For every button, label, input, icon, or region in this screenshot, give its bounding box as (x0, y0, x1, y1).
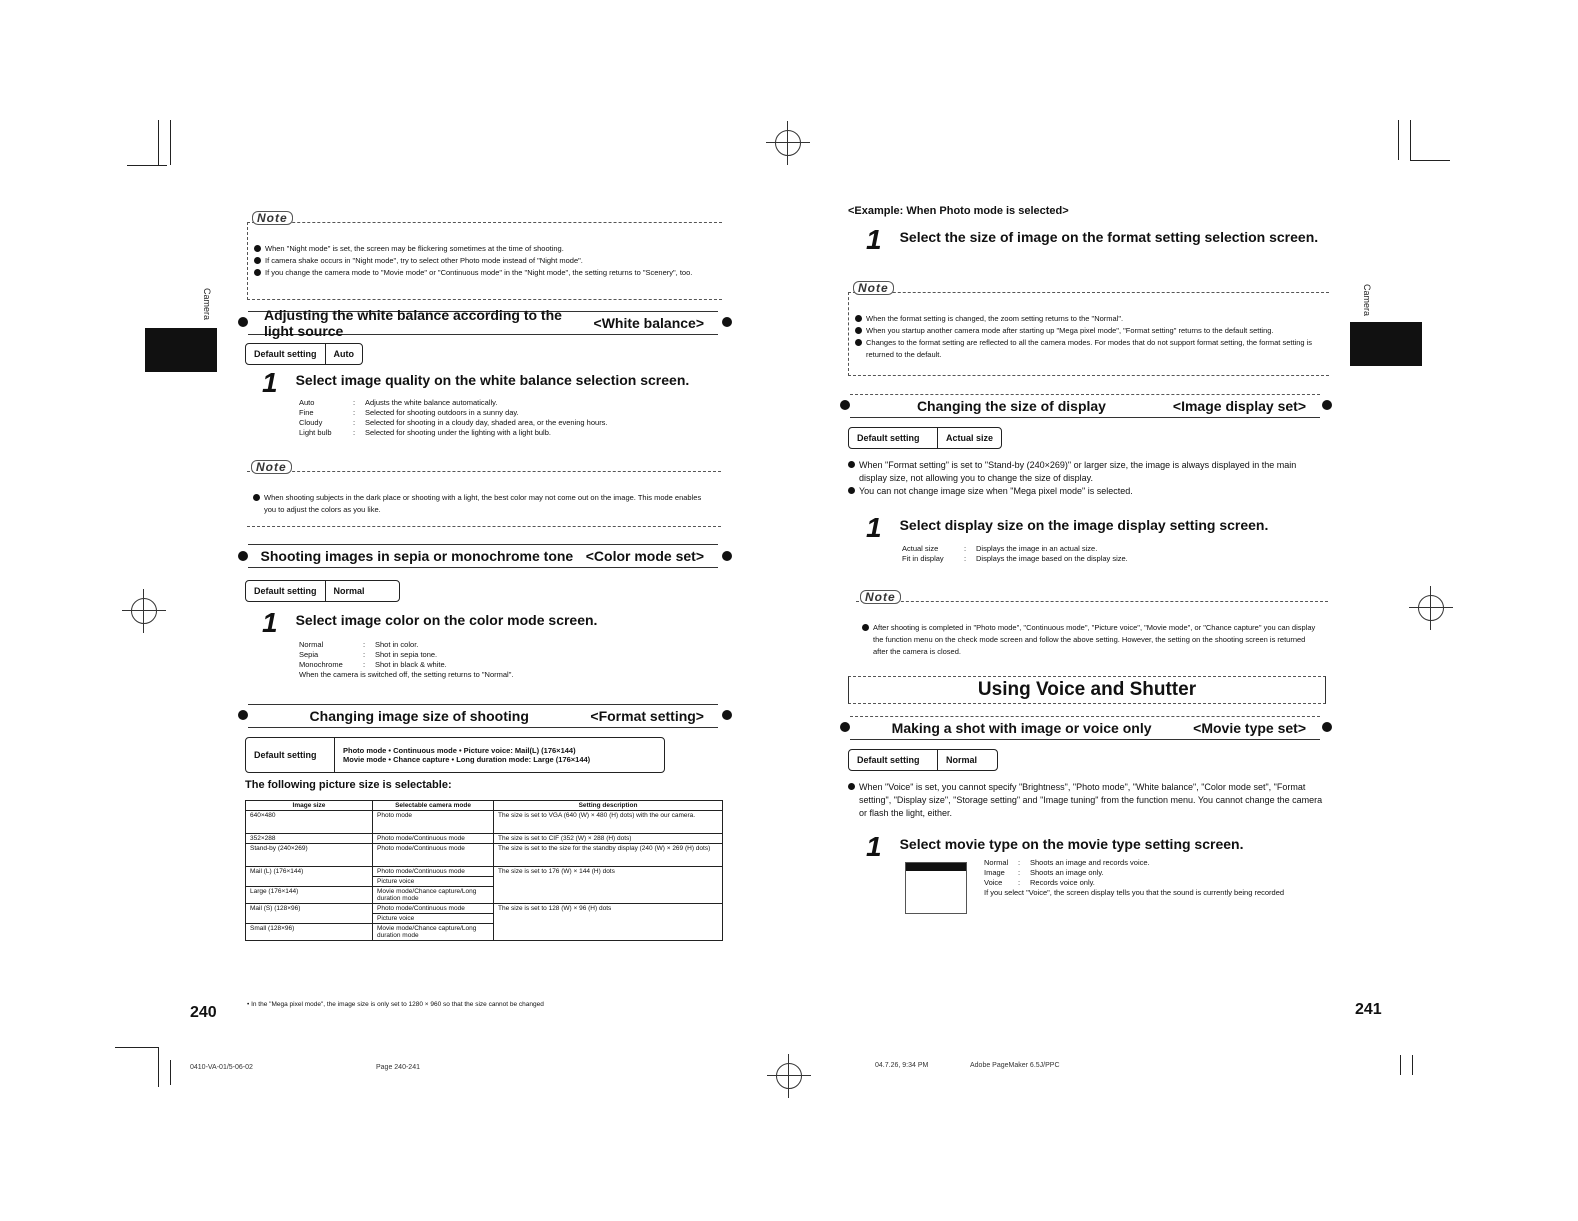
crop-mark (115, 1047, 158, 1048)
section-heading-format-setting (248, 704, 718, 728)
registration-mark (1418, 595, 1444, 621)
white-balance-options (299, 398, 608, 438)
section-bullet (722, 710, 732, 720)
table-row: Stand-by (240×269) Photo mode/Continuous mode The size is set to the size for the standby display (240 (W) × 269 (H) dots) (246, 844, 723, 867)
section-heading-color-mode (248, 544, 718, 568)
page-number-left: 240 (190, 1004, 217, 1021)
step-number: 1 (262, 367, 278, 398)
section-title: Shooting images in sepia or monochrome tone (260, 548, 574, 564)
movie-type-description (848, 781, 1326, 820)
note-box-after-shooting (856, 590, 1328, 668)
paragraph-item: When "Voice" is set, you cannot specify "Brightness", "Photo mode", "White balance", "Color mode set", "Format setting", "Display size", "Storage setting" and "Image tuning" from the function menu. You cannot change the camera or flash the light, either. (848, 781, 1326, 820)
section-title: Adjusting the white balance according to the light source (264, 307, 562, 339)
step-display-size (866, 512, 1269, 543)
table-row: Picture voice (246, 877, 723, 887)
option-row: Actual size : Displays the image in an actual size. (902, 544, 1098, 553)
option-row: Sepia : Shot in sepia tone. (299, 650, 438, 659)
default-setting-value: Normal (937, 750, 997, 770)
step-text: Select image quality on the white balance selection screen. (295, 372, 690, 388)
section-bullet (840, 400, 850, 410)
example-heading: <Example: When Photo mode is selected> (848, 205, 1069, 217)
display-size-description (848, 459, 1326, 498)
section-bullet (1322, 400, 1332, 410)
step-number: 1 (262, 607, 278, 638)
step-text: Select image color on the color mode screen. (295, 612, 598, 628)
note-item: If you change the camera mode to "Movie mode" or "Continuous mode" in the "Night mode", the setting returns to "Scenery", too. (254, 267, 716, 279)
registration-mark (775, 130, 801, 156)
option-row: Normal : Shoots an image and records voice. (984, 858, 1150, 867)
option-note: When the camera is switched off, the setting returns to "Normal". (299, 670, 514, 679)
section-tag: <Movie type set> (1193, 720, 1306, 736)
step-number: 1 (866, 831, 882, 862)
crop-mark (158, 120, 159, 165)
default-setting-box (848, 749, 998, 771)
default-setting-value: Actual size (937, 428, 1001, 448)
step-format-size (866, 224, 1319, 255)
phone-screen-illustration (905, 862, 967, 914)
footer-page-range: Page 240-241 (376, 1064, 420, 1071)
note-box-night-mode (247, 211, 722, 300)
table-row: Picture voice (246, 914, 723, 924)
default-setting-label: Default setting (857, 755, 920, 765)
crop-mark (1410, 120, 1411, 160)
section-bullet (238, 710, 248, 720)
default-setting-box (245, 343, 363, 365)
step-color-mode (262, 607, 598, 638)
image-size-table (245, 800, 723, 941)
default-setting-value: Auto (325, 344, 363, 364)
footer-date: 04.7.26, 9:34 PM (875, 1062, 929, 1069)
chapter-label-right: Camera (1362, 284, 1372, 317)
column-header: Image size (246, 801, 373, 811)
default-setting-value: Photo mode • Continuous mode • Picture voice: Mail(L) (176×144) Movie mode • Chance capture • Long duration mode: Large (176×144) (334, 738, 598, 772)
crop-mark (1400, 1055, 1401, 1075)
step-number: 1 (866, 224, 882, 255)
option-row: Fit in display : Displays the image based on the display size. (902, 554, 1128, 563)
note-item: When shooting subjects in the dark place or shooting with a light, the best color may not come out on the image. This mode enables you to adjust the colors as you like. (253, 492, 715, 516)
crop-mark (170, 1060, 171, 1085)
display-size-options (902, 544, 1128, 564)
default-setting-label: Default setting (254, 586, 317, 596)
note-item: When the format setting is changed, the zoom setting returns to the "Normal". (855, 313, 1323, 325)
table-caption: The following picture size is selectable: (245, 779, 452, 791)
table-header-row (246, 801, 723, 811)
footer-software: Adobe PageMaker 6.5J/PPC (970, 1062, 1060, 1069)
section-title: Changing the size of display (916, 398, 1106, 414)
page-number-right: 241 (1355, 1001, 1382, 1018)
chapter-tab-left (145, 328, 217, 372)
section-tag: <Color mode set> (585, 548, 704, 564)
table-row: 640×480 Photo mode The size is set to VGA (640 (W) × 480 (H) dots) with the our camera. (246, 811, 723, 834)
paragraph-item: You can not change image size when "Mega pixel mode" is selected. (848, 485, 1326, 498)
option-row: Image : Shoots an image only. (984, 868, 1104, 877)
table-row: 352×288 Photo mode/Continuous mode The size is set to CIF (352 (W) × 288 (H) dots) (246, 834, 723, 844)
default-setting-box (245, 580, 400, 602)
table-row: Small (128×96) Movie mode/Chance capture/Long duration mode (246, 924, 723, 941)
default-setting-label: Default setting (254, 349, 317, 359)
registration-mark (776, 1063, 802, 1089)
default-setting-box (848, 427, 1002, 449)
section-heading-display-size (850, 394, 1320, 418)
note-icon: Note (853, 281, 894, 295)
step-movie-type (866, 831, 1244, 862)
section-bullet (722, 551, 732, 561)
table-row: Mail (S) (128×96) Photo mode/Continuous mode The size is set to 128 (W) × 96 (H) dots (246, 904, 723, 914)
note-item: When you startup another camera mode after starting up "Mega pixel mode", "Format setting" returns to the default setting. (855, 325, 1323, 337)
registration-mark (131, 598, 157, 624)
table-footnote: • In the "Mega pixel mode", the image size is only set to 1280 × 960 so that the size cannot be changed (247, 1001, 544, 1008)
footer-file-id: 0410-VA-01/5-06-02 (190, 1064, 253, 1071)
section-bullet (722, 317, 732, 327)
crop-mark (1412, 1055, 1413, 1075)
note-item: Changes to the format setting are reflected to all the camera modes. For modes that do not support format setting, the format setting is returned to the default. (855, 337, 1323, 361)
default-setting-label: Default setting (857, 433, 920, 443)
chapter-label-left: Camera (202, 288, 212, 321)
crop-mark (1410, 160, 1450, 161)
option-row: Normal : Shot in color. (299, 640, 419, 649)
section-bullet (238, 317, 248, 327)
movie-type-options (984, 858, 1314, 898)
section-tag: <Format setting> (590, 708, 704, 724)
option-row: Auto : Adjusts the white balance automatically. (299, 398, 498, 407)
table-row: Mail (L) (176×144) Photo mode/Continuous mode The size is set to 176 (W) × 144 (H) dots (246, 867, 723, 877)
section-tag: <White balance> (593, 315, 704, 331)
note-icon: Note (251, 460, 292, 474)
option-note: If you select "Voice", the screen display tells you that the sound is currently being recorded (984, 888, 1285, 897)
option-row: Light bulb : Selected for shooting under the lighting with a light bulb. (299, 428, 551, 437)
column-header: Setting description (494, 801, 723, 811)
crop-mark (170, 120, 171, 165)
default-setting-label: Default setting (254, 750, 317, 760)
step-text: Select the size of image on the format setting selection screen. (899, 229, 1319, 245)
default-setting-value: Normal (325, 581, 399, 601)
section-bullet (840, 722, 850, 732)
step-text: Select movie type on the movie type setting screen. (899, 836, 1244, 852)
chapter-tab-right (1350, 322, 1422, 366)
section-bullet (1322, 722, 1332, 732)
paragraph-item: When "Format setting" is set to "Stand-by (240×269)" or larger size, the image is always displayed in the main display size, not allowing you to change the size of display. (848, 459, 1326, 485)
table-row: Large (176×144) Movie mode/Chance capture/Long duration mode (246, 887, 723, 904)
option-row: Monochrome : Shot in black & white. (299, 660, 447, 669)
option-row: Cloudy : Selected for shooting in a cloudy day, shaded area, or the evening hours. (299, 418, 608, 427)
note-icon: Note (860, 590, 901, 604)
section-heading-white-balance (248, 307, 718, 339)
section-tag: <Image display set> (1172, 398, 1306, 414)
default-setting-box-format (245, 737, 665, 773)
crop-mark (1398, 120, 1399, 160)
chapter-section-title: Using Voice and Shutter (848, 676, 1326, 704)
color-mode-options (299, 640, 513, 680)
note-item: After shooting is completed in "Photo mode", "Continuous mode", "Picture voice", "Movie mode", or "Chance capture" you can display the function menu on the check mode screen and follow the above setting. However, the setting on the shooting screen is returned after the camera is closed. (862, 622, 1322, 658)
option-row: Voice : Records voice only. (984, 878, 1095, 887)
section-bullet (238, 551, 248, 561)
note-icon: Note (252, 211, 293, 225)
section-heading-movie-type (850, 716, 1320, 740)
option-row: Fine : Selected for shooting outdoors in a sunny day. (299, 408, 519, 417)
crop-mark (127, 165, 167, 166)
crop-mark (158, 1047, 159, 1087)
note-item: If camera shake occurs in "Night mode", try to select other Photo mode instead of "Night mode". (254, 255, 716, 267)
step-text: Select display size on the image display setting screen. (899, 517, 1269, 533)
section-title: Making a shot with image or voice only (891, 720, 1152, 736)
screen-title-bar (906, 863, 966, 871)
note-box-format (848, 281, 1329, 376)
step-white-balance (262, 367, 690, 398)
note-box-dark-place (247, 460, 721, 527)
column-header: Selectable camera mode (373, 801, 494, 811)
note-item: When "Night mode" is set, the screen may be flickering sometimes at the time of shooting. (254, 243, 716, 255)
section-title: Changing image size of shooting (309, 708, 529, 724)
step-number: 1 (866, 512, 882, 543)
